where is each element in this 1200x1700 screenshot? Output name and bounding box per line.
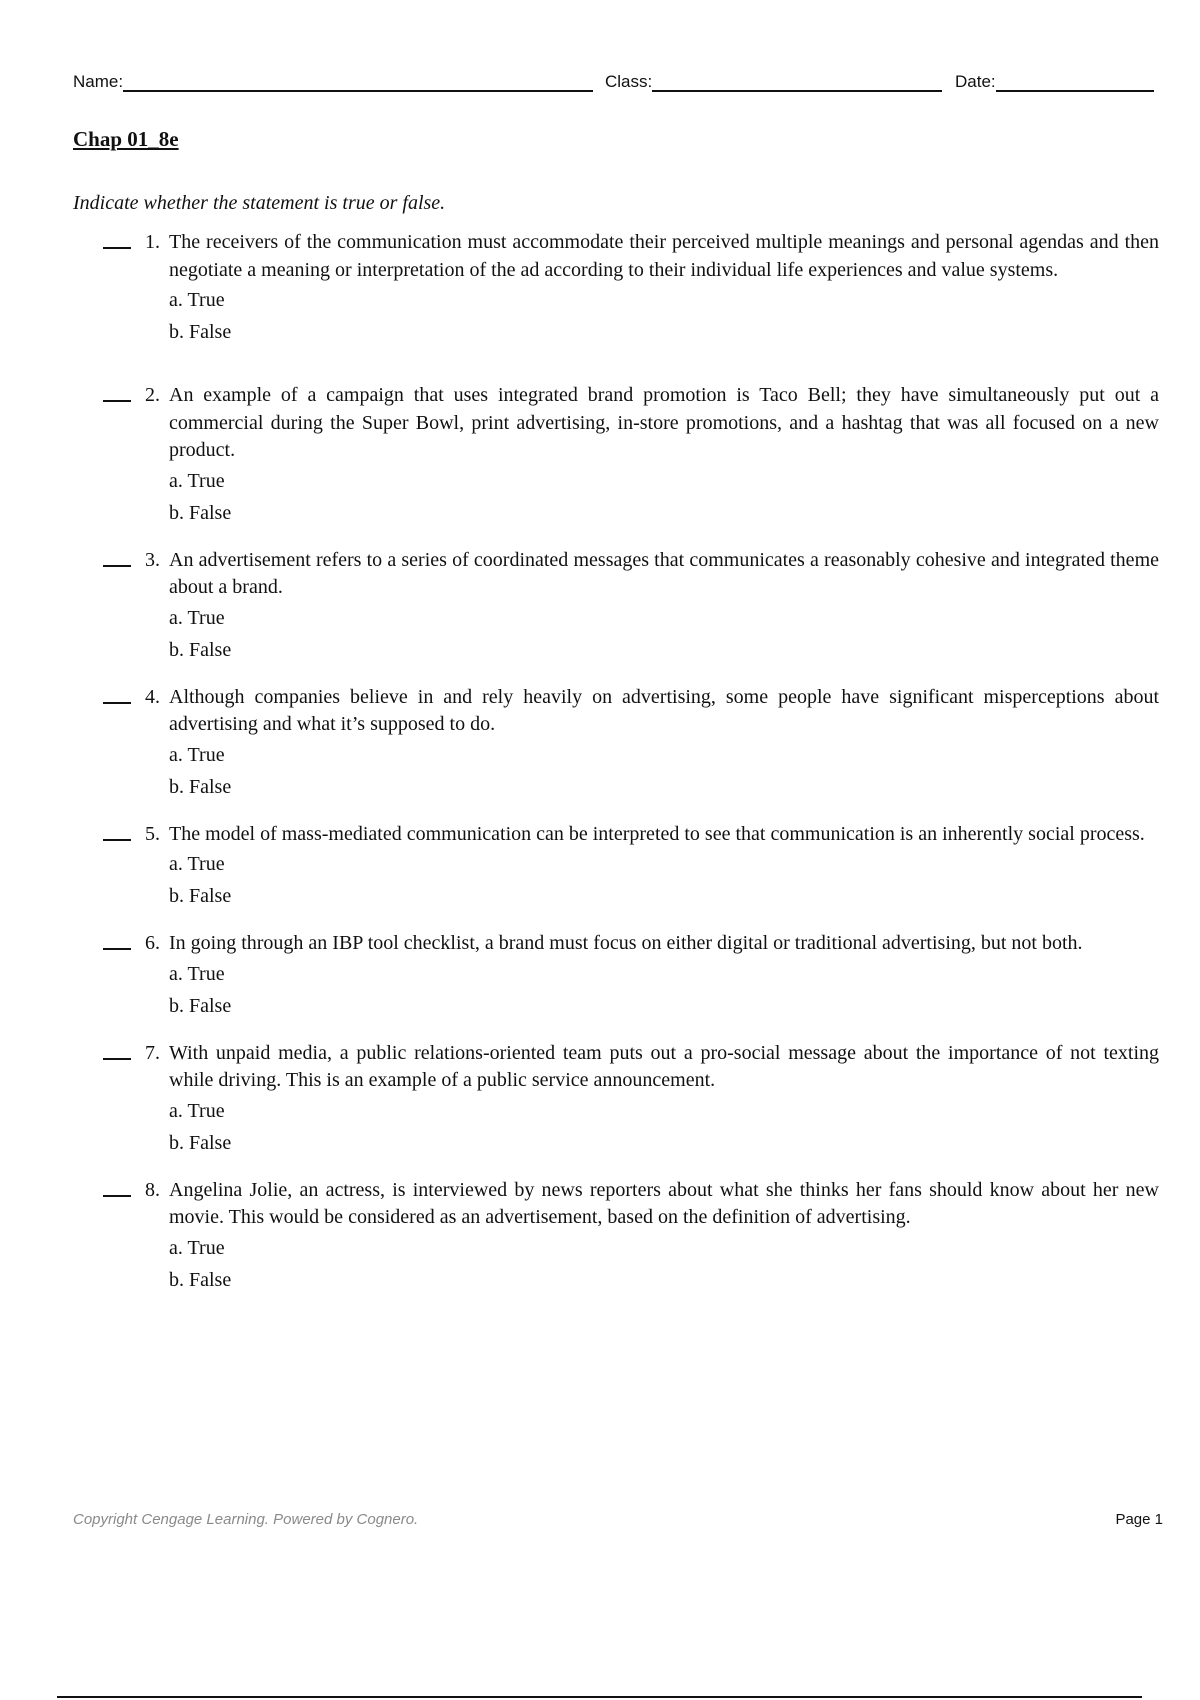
question-5: [0, 821, 1200, 913]
answer-blank[interactable]: [103, 551, 131, 567]
date-field[interactable]: [955, 72, 1154, 92]
question-3: [0, 547, 1200, 666]
instructions: Indicate whether the statement is true or false.: [73, 192, 446, 214]
question-number: 7.: [145, 1041, 160, 1064]
option-false: b. False: [169, 994, 232, 1017]
option-true: a. True: [169, 289, 225, 311]
option-false: b. False: [169, 638, 232, 661]
question-4: [0, 684, 1200, 803]
question-7: [0, 1040, 1200, 1159]
answer-blank[interactable]: [103, 1044, 131, 1060]
question-text: An example of a campaign that uses integrated brand promotion is Taco Bell; they have simultaneously put out a commercial during the Super Bowl, print advertising, in-store promotions, and a hashtag that was all focused on a new product.: [169, 384, 1159, 461]
question-text: Although companies believe in and rely heavily on advertising, some people have significant misperceptions about advertising and what it’s supposed to do.: [169, 685, 1159, 735]
option-false: b. False: [169, 1268, 232, 1291]
answer-blank[interactable]: [103, 1181, 131, 1197]
question-2: [0, 382, 1200, 529]
question-text: The receivers of the communication must accommodate their perceived multiple meanings and personal agendas and then negotiate a meaning or interpretation of the ad according to their individual life experiences and value systems.: [169, 231, 1159, 281]
question-text: An advertisement refers to a series of coordinated messages that communicates a reasonably cohesive and integrated theme about a brand.: [169, 548, 1159, 598]
question-list: [0, 229, 1200, 1314]
question-number: 6.: [145, 932, 160, 954]
option-true: a. True: [169, 743, 225, 766]
class-label: Class:: [605, 72, 653, 91]
answer-blank[interactable]: [103, 688, 131, 704]
question-1: [0, 229, 1200, 348]
question-number: 4.: [145, 685, 160, 708]
option-true: a. True: [169, 1236, 225, 1259]
class-field[interactable]: [605, 72, 942, 92]
bottom-divider: [57, 1696, 1142, 1698]
page-number: Page 1: [1115, 1511, 1163, 1528]
question-8: [0, 1177, 1200, 1296]
answer-blank[interactable]: [103, 386, 131, 402]
option-true: a. True: [169, 606, 225, 629]
answer-blank[interactable]: [103, 233, 131, 249]
answer-blank[interactable]: [103, 825, 131, 841]
option-false: b. False: [169, 321, 232, 343]
option-true: a. True: [169, 469, 225, 492]
option-false: b. False: [169, 1131, 232, 1154]
question-number: 5.: [145, 822, 160, 845]
copyright-notice: Copyright Cengage Learning. Powered by Cognero.: [73, 1511, 419, 1528]
question-number: 1.: [145, 231, 160, 253]
question-number: 8.: [145, 1178, 160, 1201]
option-false: b. False: [169, 885, 232, 907]
option-true: a. True: [169, 1099, 225, 1122]
answer-blank[interactable]: [103, 934, 131, 950]
class-line[interactable]: [652, 72, 942, 92]
question-6: [0, 930, 1200, 1022]
name-line[interactable]: [123, 72, 593, 92]
date-label: Date:: [955, 72, 996, 91]
date-line[interactable]: [996, 72, 1154, 92]
question-number: 2.: [145, 384, 160, 406]
name-field[interactable]: [73, 72, 593, 92]
option-true: a. True: [169, 962, 225, 985]
chapter-title: Chap 01_8e: [73, 127, 179, 151]
question-text: Angelina Jolie, an actress, is interviewed by news reporters about what she thinks her fans should know about her new movie. This would be considered as an advertisement, based on the definition of advertising.: [169, 1178, 1159, 1228]
question-text: In going through an IBP tool checklist, a brand must focus on either digital or traditional advertising, but not both.: [169, 932, 1083, 954]
question-text: With unpaid media, a public relations-oriented team puts out a pro-social message about the importance of not texting while driving. This is an example of a public service announcement.: [169, 1041, 1159, 1091]
name-label: Name:: [73, 72, 124, 91]
option-false: b. False: [169, 501, 232, 524]
question-number: 3.: [145, 548, 160, 571]
option-true: a. True: [169, 853, 225, 875]
student-info-header: [73, 72, 1163, 102]
option-false: b. False: [169, 775, 232, 798]
question-text: The model of mass-mediated communication can be interpreted to see that communication is an inherently social process.: [169, 822, 1145, 845]
